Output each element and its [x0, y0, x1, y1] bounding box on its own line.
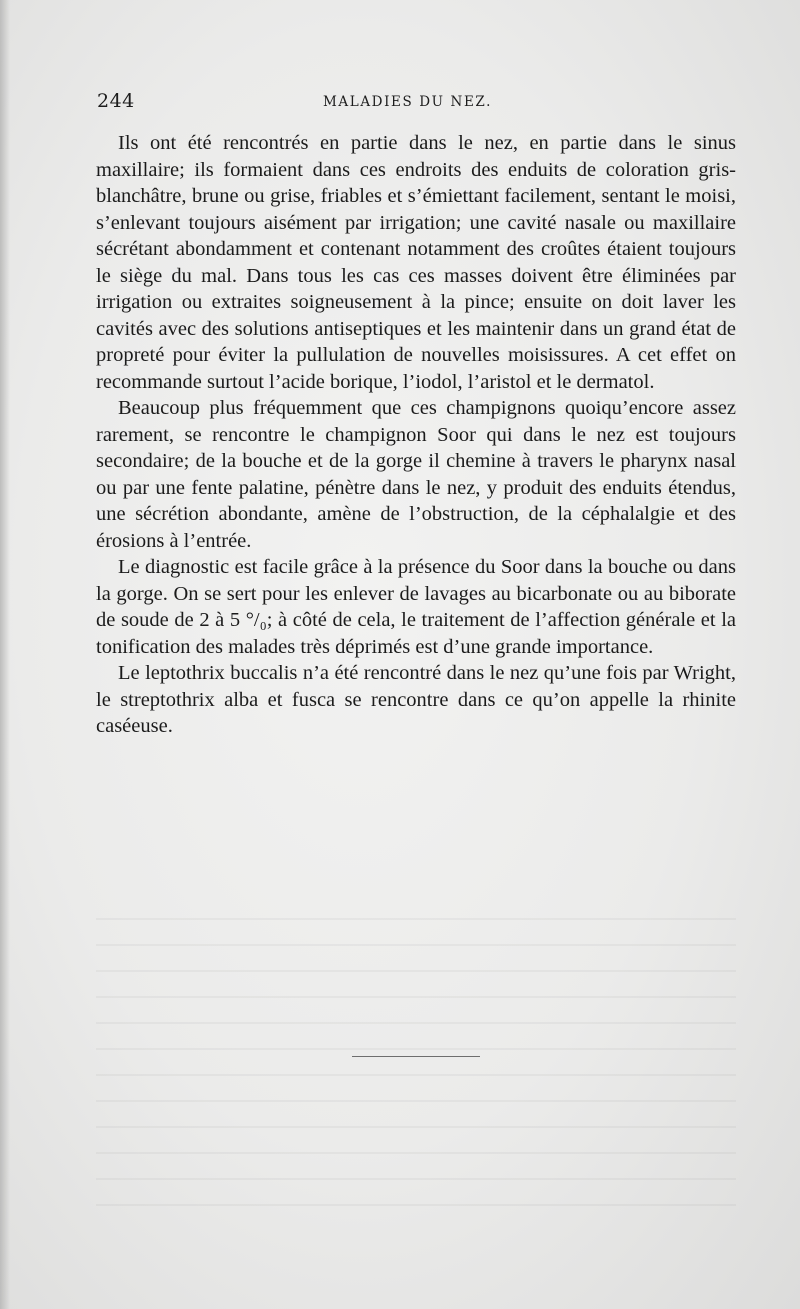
- page-number: 244: [97, 90, 135, 112]
- paragraph-2: Beaucoup plus fréquemment que ces champignons quoiqu’encore assez rarement, se rencontre le champignon Soor qui dans le nez est toujours secondaire; de la bouche et de la gorge il chemine à travers le pharynx nasal ou par une fente palatine, pénètre dans le nez, y produit des enduits étendus, une sécrétion abondante, amène de l’obstruction, de la céphalalgie et des érosions à l’entrée.: [96, 397, 736, 552]
- paragraph-1: Ils ont été rencontrés en partie dans le nez, en partie dans le sinus maxillaire; ils formaient dans ces endroits des enduits de coloration gris-blanchâtre, brune ou grise, friables et s’émiettant facilement, sentant le moisi, s’enlevant toujours aisément par irrigation; une cavité nasale ou maxillaire sécrétant abondamment et contenant notamment des croûtes étaient toujours le siège du mal. Dans tous les cas ces masses doivent être éliminées par irrigation ou extraites soigneusement à la pince; ensuite on doit laver les cavités avec des solutions antiseptiques et les maintenir dans un grand état de propreté pour éviter la pullulation de nouvelles moisissures. A cet effet on recommande surtout l’acide borique, l’iodol, l’aristol et le dermatol.: [96, 132, 736, 393]
- page-header: [95, 90, 735, 114]
- section-end-rule: [352, 1056, 480, 1057]
- paragraph-3: Le diagnostic est facile grâce à la présence du Soor dans la bouche ou dans la gorge. On se sert pour les enlever de lavages au bicarbonate ou au biborate de soude de 2 à 5 °/₀; à côté de cela, le traitement de l’affection générale et la tonification des malades très déprimés est d’une grande importance.: [96, 556, 736, 658]
- running-title: MALADIES DU NEZ.: [323, 94, 493, 110]
- paragraph-4: Le leptothrix buccalis n’a été rencontré dans le nez qu’une fois par Wright, le streptothrix alba et fusca se rencontre dans ce qu’on appelle la rhinite caséeuse.: [96, 662, 736, 737]
- body-text: [96, 130, 736, 740]
- page-edge-shadow: [0, 0, 10, 1309]
- show-through-texture: [96, 900, 736, 1230]
